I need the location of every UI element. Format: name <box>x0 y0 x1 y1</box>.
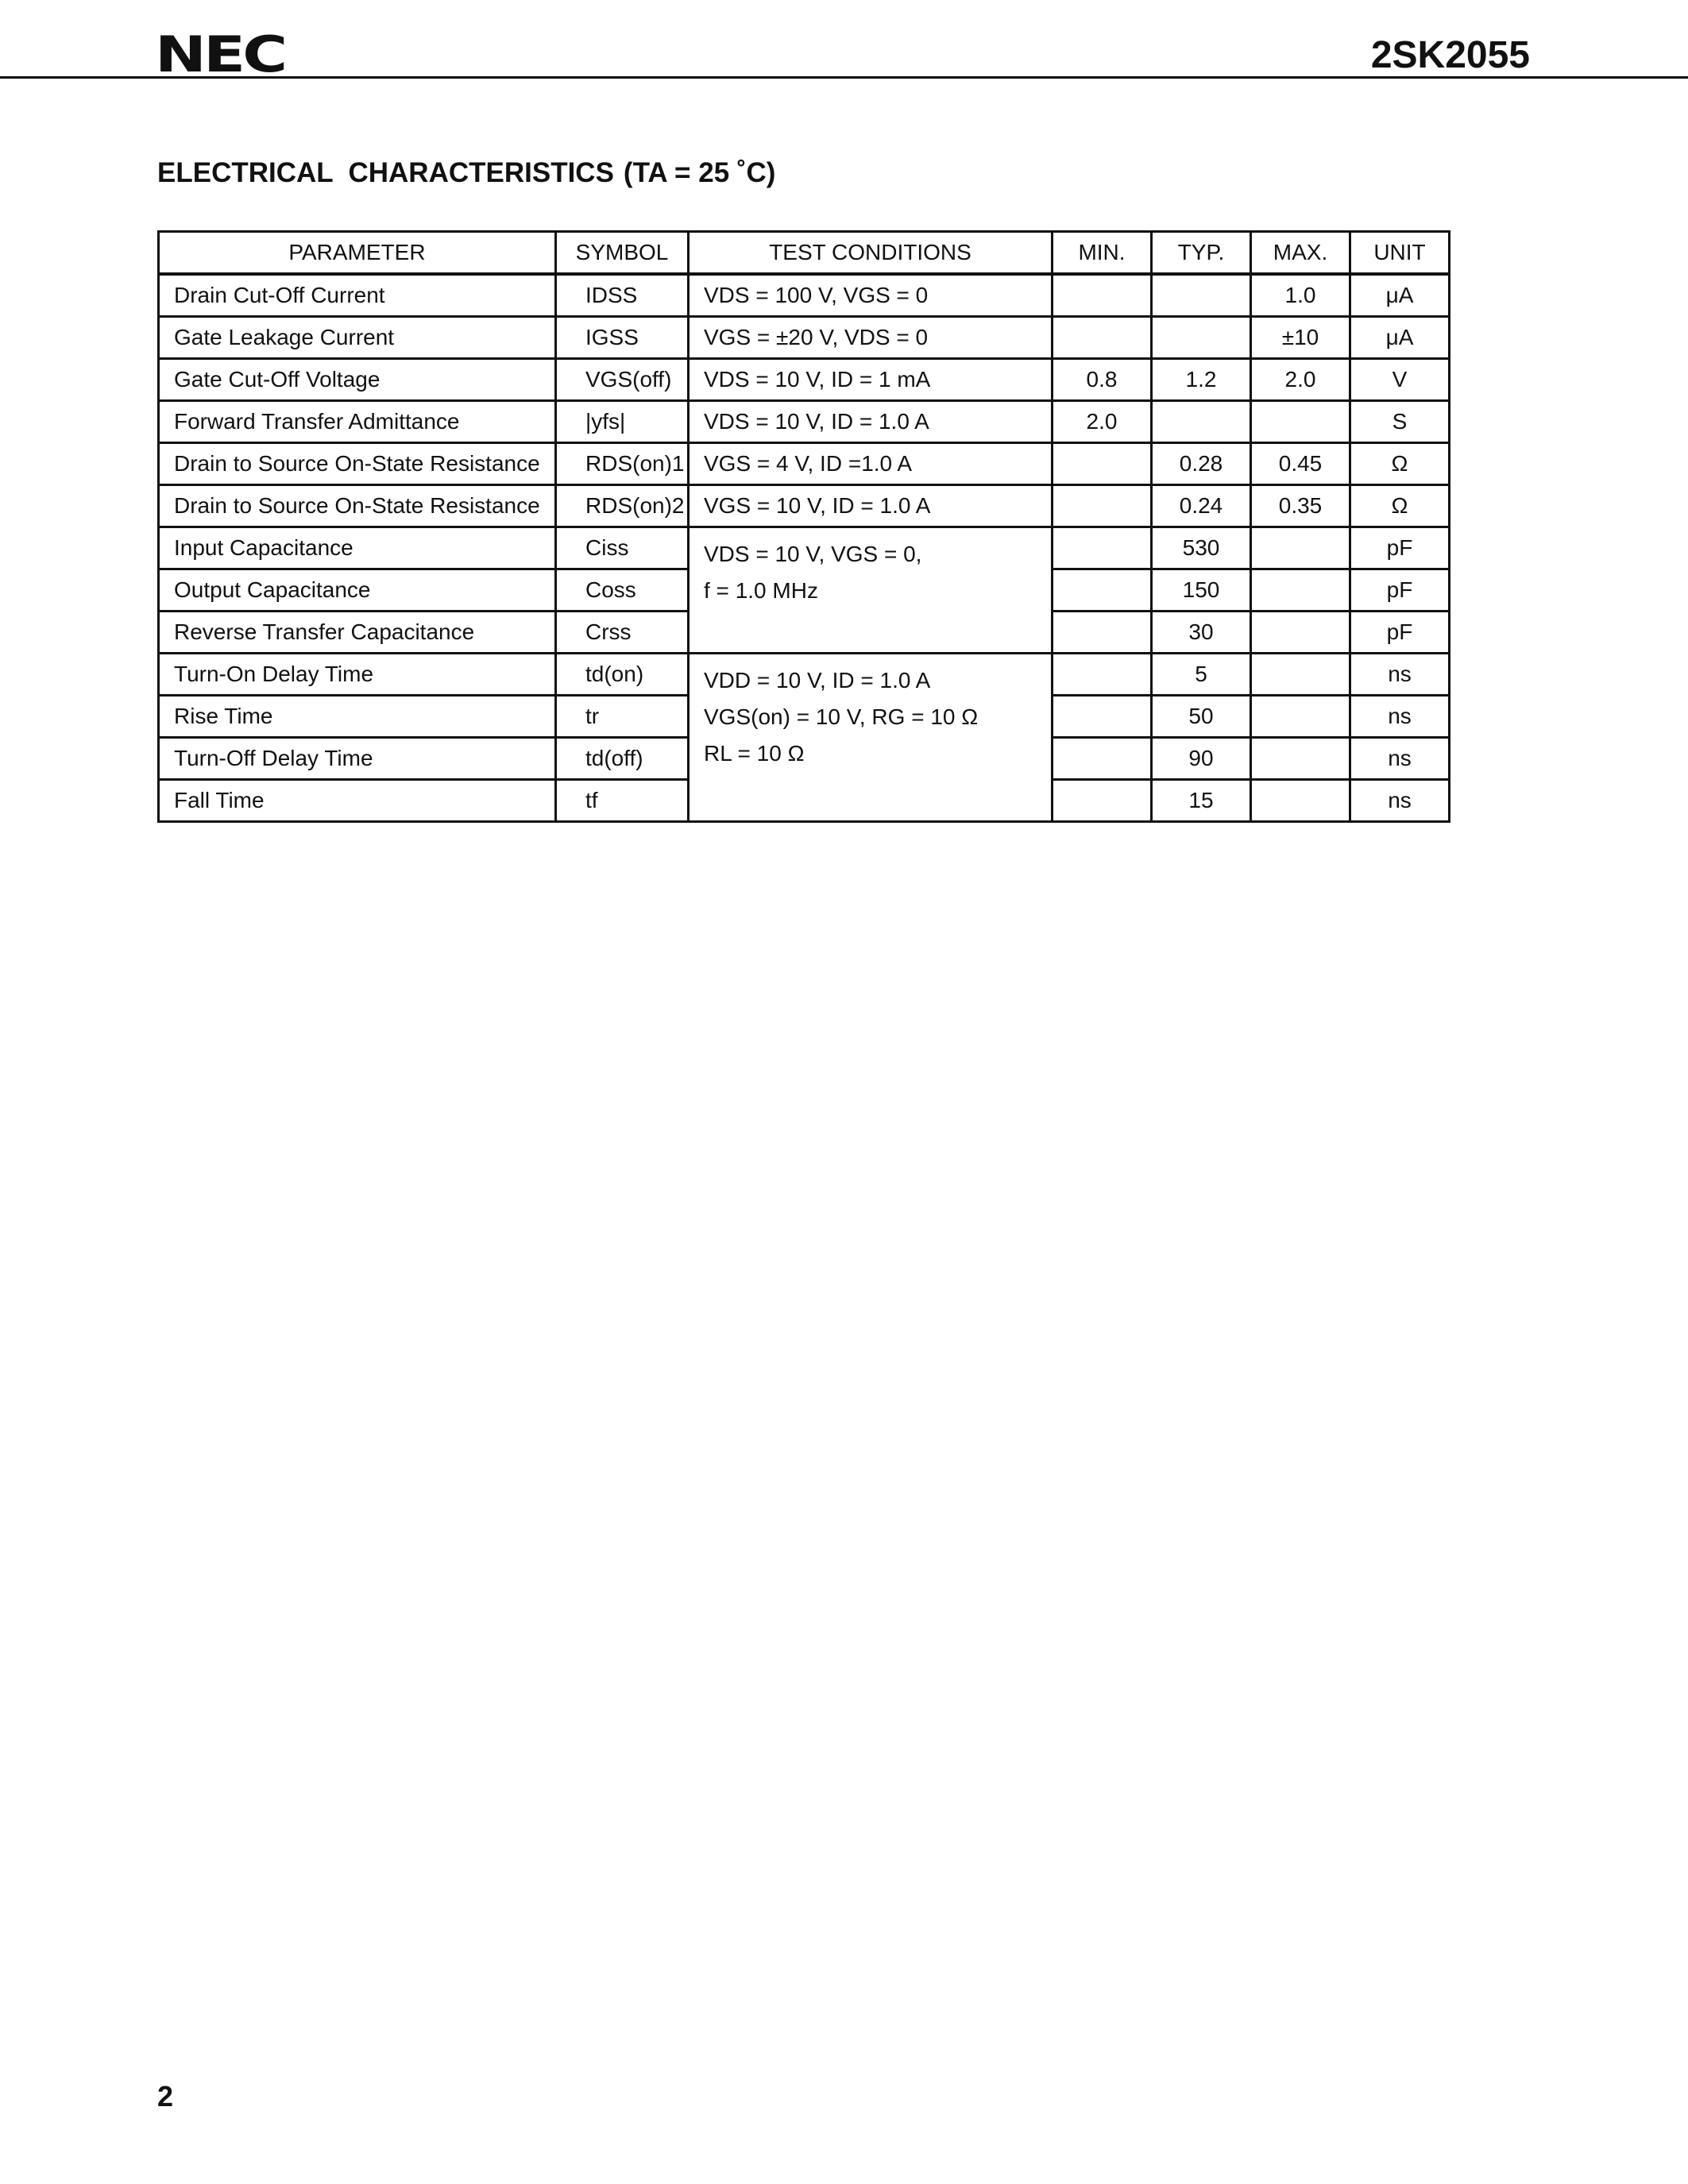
typ-cell: 90 <box>1152 738 1251 780</box>
switching-conditions-cell <box>689 654 1053 822</box>
condition-line: RL = 10 Ω <box>704 741 805 766</box>
min-cell <box>1053 485 1152 527</box>
part-number: 2SK2055 <box>1370 34 1530 76</box>
table-row <box>159 359 1450 401</box>
unit-cell: μA <box>1350 274 1450 317</box>
symbol-cell: IGSS <box>556 317 689 359</box>
symbol-cell: Coss <box>556 569 689 612</box>
header-rule <box>0 76 1688 79</box>
min-cell: 0.8 <box>1053 359 1152 401</box>
symbol-cell: tf <box>556 780 689 822</box>
parameter-cell: Gate Cut-Off Voltage <box>159 359 556 401</box>
parameter-cell: Forward Transfer Admittance <box>159 401 556 443</box>
table-row <box>159 485 1450 527</box>
unit-cell: ns <box>1350 780 1450 822</box>
max-cell <box>1251 654 1350 696</box>
condition-line: f = 1.0 MHz <box>704 578 818 603</box>
typ-cell: 30 <box>1152 612 1251 654</box>
condition-line: VDD = 10 V, ID = 1.0 A <box>704 668 931 693</box>
conditions-cell: VDS = 10 V, ID = 1.0 A <box>689 401 1053 443</box>
min-cell <box>1053 696 1152 738</box>
min-cell <box>1053 738 1152 780</box>
max-cell <box>1251 738 1350 780</box>
typ-cell: 1.2 <box>1152 359 1251 401</box>
min-cell <box>1053 317 1152 359</box>
min-cell <box>1053 274 1152 317</box>
parameter-cell: Turn-On Delay Time <box>159 654 556 696</box>
unit-cell: ns <box>1350 696 1450 738</box>
min-cell <box>1053 527 1152 569</box>
unit-cell: ns <box>1350 738 1450 780</box>
column-header: PARAMETER <box>159 232 556 275</box>
table-row <box>159 401 1450 443</box>
page-number: 2 <box>157 2080 174 2113</box>
symbol-cell: RDS(on)2 <box>556 485 689 527</box>
max-cell <box>1251 696 1350 738</box>
section-title-text: ELECTRICAL CHARACTERISTICS <box>157 157 614 188</box>
max-cell: ±10 <box>1251 317 1350 359</box>
max-cell <box>1251 612 1350 654</box>
table-header-row <box>159 232 1450 275</box>
column-header: TEST CONDITIONS <box>689 232 1053 275</box>
typ-cell: 15 <box>1152 780 1251 822</box>
parameter-cell: Output Capacitance <box>159 569 556 612</box>
table-row <box>159 654 1450 696</box>
max-cell: 0.35 <box>1251 485 1350 527</box>
column-header: TYP. <box>1152 232 1251 275</box>
parameter-cell: Turn-Off Delay Time <box>159 738 556 780</box>
symbol-cell: td(on) <box>556 654 689 696</box>
unit-cell: pF <box>1350 527 1450 569</box>
electrical-characteristics-table <box>157 230 1450 823</box>
column-header: MAX. <box>1251 232 1350 275</box>
symbol-cell: VGS(off) <box>556 359 689 401</box>
max-cell <box>1251 569 1350 612</box>
min-cell <box>1053 780 1152 822</box>
unit-cell: ns <box>1350 654 1450 696</box>
typ-cell: 0.28 <box>1152 443 1251 485</box>
conditions-cell: VDS = 10 V, ID = 1 mA <box>689 359 1053 401</box>
parameter-cell: Drain to Source On-State Resistance <box>159 485 556 527</box>
typ-cell: 5 <box>1152 654 1251 696</box>
conditions-cell: VDS = 100 V, VGS = 0 <box>689 274 1053 317</box>
unit-cell: pF <box>1350 569 1450 612</box>
min-cell <box>1053 654 1152 696</box>
symbol-cell: Crss <box>556 612 689 654</box>
parameter-cell: Reverse Transfer Capacitance <box>159 612 556 654</box>
conditions-cell: VGS = 10 V, ID = 1.0 A <box>689 485 1053 527</box>
symbol-cell: |yfs| <box>556 401 689 443</box>
unit-cell: μA <box>1350 317 1450 359</box>
parameter-cell: Drain Cut-Off Current <box>159 274 556 317</box>
symbol-cell: td(off) <box>556 738 689 780</box>
nec-logo: NEC <box>155 25 285 83</box>
max-cell <box>1251 401 1350 443</box>
typ-cell: 50 <box>1152 696 1251 738</box>
max-cell <box>1251 780 1350 822</box>
column-header: MIN. <box>1053 232 1152 275</box>
symbol-cell: tr <box>556 696 689 738</box>
parameter-cell: Rise Time <box>159 696 556 738</box>
parameter-cell: Gate Leakage Current <box>159 317 556 359</box>
min-cell <box>1053 443 1152 485</box>
symbol-cell: RDS(on)1 <box>556 443 689 485</box>
typ-cell: 0.24 <box>1152 485 1251 527</box>
min-cell <box>1053 612 1152 654</box>
typ-cell <box>1152 401 1251 443</box>
unit-cell: S <box>1350 401 1450 443</box>
section-title-condition: (TA = 25 ˚C) <box>623 157 776 188</box>
min-cell <box>1053 569 1152 612</box>
column-header: SYMBOL <box>556 232 689 275</box>
unit-cell: Ω <box>1350 443 1450 485</box>
max-cell: 0.45 <box>1251 443 1350 485</box>
capacitance-conditions-cell <box>689 527 1053 654</box>
condition-line: VGS(on) = 10 V, RG = 10 Ω <box>704 704 979 729</box>
max-cell: 2.0 <box>1251 359 1350 401</box>
typ-cell: 150 <box>1152 569 1251 612</box>
table-row <box>159 443 1450 485</box>
condition-line: VDS = 10 V, VGS = 0, <box>704 542 922 566</box>
typ-cell: 530 <box>1152 527 1251 569</box>
table-row <box>159 527 1450 569</box>
conditions-cell: VGS = 4 V, ID =1.0 A <box>689 443 1053 485</box>
table-row <box>159 317 1450 359</box>
symbol-cell: IDSS <box>556 274 689 317</box>
parameter-cell: Fall Time <box>159 780 556 822</box>
column-header: UNIT <box>1350 232 1450 275</box>
conditions-cell: VGS = ±20 V, VDS = 0 <box>689 317 1053 359</box>
parameter-cell: Input Capacitance <box>159 527 556 569</box>
unit-cell: pF <box>1350 612 1450 654</box>
parameter-cell: Drain to Source On-State Resistance <box>159 443 556 485</box>
unit-cell: Ω <box>1350 485 1450 527</box>
min-cell: 2.0 <box>1053 401 1152 443</box>
typ-cell <box>1152 317 1251 359</box>
symbol-cell: Ciss <box>556 527 689 569</box>
typ-cell <box>1152 274 1251 317</box>
max-cell: 1.0 <box>1251 274 1350 317</box>
max-cell <box>1251 527 1350 569</box>
unit-cell: V <box>1350 359 1450 401</box>
section-title <box>157 156 775 191</box>
table-row <box>159 274 1450 317</box>
